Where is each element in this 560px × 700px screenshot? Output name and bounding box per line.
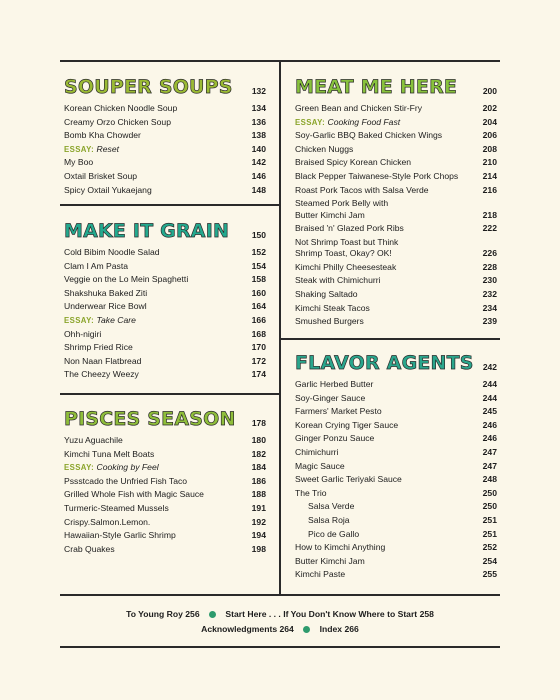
section-header [295, 76, 497, 98]
entry-page-number: 232 [482, 288, 497, 299]
entry-title: Pssstcado the Unfried Fish Taco [64, 475, 188, 486]
entry-page-number: 251 [482, 514, 497, 525]
entry-title-line-1: Not Shrimp Toast but Think [295, 236, 399, 247]
section-title: MEAT ME HERE [295, 76, 458, 98]
toc-entry[interactable] [295, 487, 497, 501]
entry-title: Shaking Saltado [295, 288, 358, 299]
entry-title: Crispy.Salmon.Lemon. [64, 516, 151, 527]
entry-page-number: 152 [251, 247, 266, 257]
entry-page-number: 251 [482, 528, 497, 539]
toc-entry[interactable] [295, 446, 497, 460]
essay-title: Cooking Food Fast [327, 116, 401, 127]
toc-entry[interactable] [295, 302, 497, 316]
section-page-number: 200 [482, 86, 497, 96]
toc-entry[interactable] [295, 514, 497, 528]
toc-entry[interactable] [295, 568, 497, 582]
entry-page-number: 239 [482, 316, 497, 327]
entry-title: Underwear Rice Bowl [64, 301, 147, 312]
toc-entry[interactable] [295, 378, 497, 392]
entry-page-number: 154 [251, 260, 266, 271]
section-souper-soups [64, 76, 266, 197]
entry-title: The Cheezy Weezy [64, 369, 139, 380]
toc-entry[interactable] [64, 170, 266, 184]
entry-page-number: 158 [251, 274, 266, 285]
essay-title: Reset [96, 143, 119, 154]
entry-page-number: 252 [482, 542, 497, 553]
entry-page-number: 244 [482, 379, 497, 389]
toc-entry[interactable] [64, 488, 266, 502]
entry-title-line-1: Steamed Pork Belly with [295, 198, 389, 209]
entry-title: Kimchi Steak Tacos [295, 302, 370, 313]
entry-page-number: 246 [482, 433, 497, 444]
essay-entry[interactable] [64, 143, 266, 157]
toc-entry[interactable] [295, 541, 497, 555]
footer-link-acknowledgments[interactable]: Acknowledgments 264 [201, 624, 294, 634]
toc-entry[interactable] [295, 473, 497, 487]
toc-entry[interactable] [295, 288, 497, 302]
toc-entry[interactable] [64, 102, 266, 116]
toc-entry[interactable] [295, 129, 497, 143]
toc-entry[interactable] [64, 502, 266, 516]
entry-page-number: 188 [251, 489, 266, 500]
entry-title: Braised 'n' Glazed Pork Ribs [295, 223, 404, 234]
section-header [64, 220, 266, 242]
entry-title [295, 116, 400, 130]
entry-title: Black Pepper Taiwanese-Style Pork Chops [295, 170, 459, 181]
essay-label: ESSAY: [64, 463, 95, 473]
bullet-dot-icon [209, 611, 216, 618]
entry-page-number: 172 [251, 355, 266, 366]
entry-page-number: 222 [482, 223, 497, 234]
toc-entry[interactable] [295, 405, 497, 419]
bullet-dot-icon [303, 626, 310, 633]
toc-entry[interactable] [295, 432, 497, 446]
toc-entry[interactable] [64, 341, 266, 355]
entry-page-number: 134 [251, 103, 266, 113]
entry-title: Soy-Garlic BBQ Baked Chicken Wings [295, 130, 443, 141]
entry-title: Chicken Nuggs [295, 143, 354, 154]
toc-entry[interactable] [295, 170, 497, 184]
entry-title: Crab Quakes [64, 543, 115, 554]
entry-page-number: 255 [482, 569, 497, 580]
entry-page-number: 148 [251, 184, 266, 195]
entry-title-line-2: Butter Kimchi Jam [295, 209, 365, 220]
toc-entry[interactable] [295, 102, 497, 116]
section-page-number: 178 [251, 418, 266, 428]
footer-line-2 [60, 622, 500, 637]
toc-entry[interactable] [64, 355, 266, 369]
entry-page-number: 142 [251, 157, 266, 168]
toc-entry[interactable] [64, 543, 266, 557]
entry-title: Farmers' Market Pesto [295, 406, 382, 417]
left-rule-2 [60, 393, 279, 395]
section-pisces-season [64, 408, 266, 556]
section-meat-me-here [295, 76, 497, 329]
entry-page-number: 184 [251, 462, 266, 473]
toc-entry[interactable] [64, 516, 266, 530]
entry-title: Ohh-nigiri [64, 328, 102, 339]
toc-entry[interactable] [295, 555, 497, 569]
entry-page-number: 234 [482, 302, 497, 313]
toc-entry[interactable] [64, 287, 266, 301]
entry-title: Roast Pork Tacos with Salsa Verde [295, 184, 429, 195]
entry-page-number: 180 [251, 435, 266, 445]
section-title: MAKE IT GRAIN [64, 220, 230, 242]
entry-title: Yuzu Aguachile [64, 435, 123, 445]
essay-entry[interactable] [64, 314, 266, 328]
section-flavor-agents [295, 352, 497, 582]
toc-entry[interactable] [64, 368, 266, 382]
toc-entry[interactable] [295, 261, 497, 275]
column-divider [279, 60, 281, 596]
section-header [295, 352, 497, 374]
entry-title: Smushed Burgers [295, 316, 364, 327]
entry-title: Kimchi Tuna Melt Boats [64, 448, 155, 459]
essay-entry[interactable] [64, 461, 266, 475]
entry-title: Steak with Chimichurri [295, 275, 381, 286]
footer-line-1 [60, 607, 500, 622]
section-page-number: 132 [251, 86, 266, 96]
entry-title [295, 237, 398, 260]
toc-entry[interactable] [64, 246, 266, 260]
section-title: FLAVOR AGENTS [295, 352, 474, 374]
entry-page-number: 140 [251, 143, 266, 154]
entry-title: Shakshuka Baked Ziti [64, 287, 148, 298]
entry-page-number: 247 [482, 446, 497, 457]
entry-title: My Boo [64, 157, 94, 168]
entry-title: Chimichurri [295, 446, 339, 457]
toc-entry[interactable] [64, 260, 266, 274]
entry-title [295, 198, 388, 221]
footer-link-start-here[interactable]: Start Here . . . If You Don't Know Where to Start 258 [225, 609, 434, 619]
entry-title: Hawaiian-Style Garlic Shrimp [64, 530, 176, 541]
bottom-rule-1 [60, 594, 500, 596]
entry-page-number: 228 [482, 261, 497, 272]
entry-page-number: 202 [482, 103, 497, 113]
entry-page-number: 247 [482, 460, 497, 471]
entry-title: Non Naan Flatbread [64, 355, 142, 366]
entry-title: Sweet Garlic Teriyaki Sauce [295, 474, 402, 485]
entry-title: Salsa Roja [308, 514, 350, 525]
left-rule-1 [60, 204, 279, 206]
entry-page-number: 218 [482, 209, 497, 220]
entry-title [64, 461, 159, 475]
essay-title: Take Care [96, 314, 136, 325]
entry-title: Grilled Whole Fish with Magic Sauce [64, 489, 204, 500]
entry-page-number: 192 [251, 516, 266, 527]
entry-page-number: 170 [251, 342, 266, 353]
toc-entry[interactable] [295, 143, 497, 157]
entry-title: Kimchi Philly Cheesesteak [295, 261, 397, 272]
entry-page-number: 226 [482, 248, 497, 259]
essay-label: ESSAY: [64, 144, 95, 154]
entry-page-number: 208 [482, 143, 497, 154]
toc-entry[interactable] [295, 315, 497, 329]
entry-page-number: 210 [482, 157, 497, 168]
entry-page-number: 138 [251, 130, 266, 141]
entry-page-number: 186 [251, 475, 266, 486]
entry-title: How to Kimchi Anything [295, 542, 386, 553]
entry-title: Magic Sauce [295, 460, 345, 471]
essay-title: Cooking by Feel [96, 462, 159, 473]
entry-title: Braised Spicy Korean Chicken [295, 157, 412, 168]
entry-title [64, 314, 136, 328]
entry-title: Korean Chicken Noodle Soup [64, 103, 178, 113]
entry-page-number: 166 [251, 314, 266, 325]
toc-entry[interactable] [64, 300, 266, 314]
toc-entry[interactable] [64, 116, 266, 130]
entry-title: Spicy Oxtail Yukaejang [64, 184, 152, 195]
section-page-number: 150 [251, 230, 266, 240]
entry-page-number: 146 [251, 170, 266, 181]
toc-entry[interactable] [64, 184, 266, 198]
footer-link-to-young-roy[interactable]: To Young Roy 256 [126, 609, 200, 619]
entry-title: Garlic Herbed Butter [295, 379, 374, 389]
section-header [64, 76, 266, 98]
entry-page-number: 244 [482, 392, 497, 403]
entry-title: Bomb Kha Chowder [64, 130, 141, 141]
footer-link-index[interactable]: Index 266 [319, 624, 359, 634]
toc-entry[interactable] [295, 528, 497, 542]
entry-page-number: 164 [251, 301, 266, 312]
entry-title: Pico de Gallo [308, 528, 360, 539]
entry-title-line-2: Shrimp Toast, Okay? OK! [295, 248, 392, 259]
toc-entry[interactable] [295, 197, 497, 222]
entry-title: Korean Crying Tiger Sauce [295, 419, 399, 430]
entry-title: Salsa Verde [308, 501, 355, 512]
entry-page-number: 246 [482, 419, 497, 430]
toc-entry[interactable] [295, 222, 497, 236]
toc-entry[interactable] [64, 156, 266, 170]
entry-title: Oxtail Brisket Soup [64, 170, 138, 181]
toc-entry[interactable] [295, 419, 497, 433]
toc-entry[interactable] [64, 448, 266, 462]
entry-page-number: 198 [251, 543, 266, 554]
section-page-number: 242 [482, 362, 497, 372]
entry-page-number: 206 [482, 130, 497, 141]
entry-page-number: 168 [251, 328, 266, 339]
bottom-rule-2 [60, 646, 500, 648]
entry-page-number: 216 [482, 184, 497, 195]
entry-title: Shrimp Fried Rice [64, 342, 133, 353]
entry-page-number: 204 [482, 116, 497, 127]
toc-entry[interactable] [295, 392, 497, 406]
entry-page-number: 250 [482, 501, 497, 512]
section-header [64, 408, 266, 430]
toc-entry[interactable] [295, 236, 497, 261]
entry-page-number: 250 [482, 487, 497, 498]
entry-page-number: 191 [251, 502, 266, 513]
entry-page-number: 214 [482, 170, 497, 181]
entry-page-number: 230 [482, 275, 497, 286]
toc-entry[interactable] [64, 475, 266, 489]
entry-title: Cold Bibim Noodle Salad [64, 247, 160, 257]
entry-title: Ginger Ponzu Sauce [295, 433, 375, 444]
toc-entry[interactable] [64, 434, 266, 448]
entry-title: Clam I Am Pasta [64, 260, 128, 271]
entry-title: Creamy Orzo Chicken Soup [64, 116, 171, 127]
entry-title: Soy-Ginger Sauce [295, 392, 366, 403]
entry-title: Butter Kimchi Jam [295, 555, 365, 566]
section-title: PISCES SEASON [64, 408, 236, 430]
entry-page-number: 160 [251, 287, 266, 298]
entry-title [64, 143, 119, 157]
entry-title: Veggie on the Lo Mein Spaghetti [64, 274, 189, 285]
essay-label: ESSAY: [295, 117, 326, 127]
toc-entry[interactable] [64, 273, 266, 287]
entry-page-number: 245 [482, 406, 497, 417]
toc-entry[interactable] [295, 500, 497, 514]
section-make-it-grain [64, 220, 266, 382]
entry-title: Green Bean and Chicken Stir-Fry [295, 103, 423, 113]
section-title: SOUPER SOUPS [64, 76, 233, 98]
essay-entry[interactable] [295, 116, 497, 130]
entry-page-number: 182 [251, 448, 266, 459]
entry-page-number: 194 [251, 530, 266, 541]
entry-title: The Trio [295, 487, 327, 498]
toc-entry[interactable] [295, 274, 497, 288]
entry-page-number: 136 [251, 116, 266, 127]
toc-entry[interactable] [295, 156, 497, 170]
toc-entry[interactable] [64, 328, 266, 342]
essay-label: ESSAY: [64, 315, 95, 325]
right-rule-1 [281, 338, 500, 340]
toc-entry[interactable] [64, 529, 266, 543]
toc-entry[interactable] [295, 460, 497, 474]
entry-page-number: 254 [482, 555, 497, 566]
entry-page-number: 174 [251, 369, 266, 380]
toc-entry[interactable] [295, 184, 497, 198]
entry-page-number: 248 [482, 474, 497, 485]
toc-entry[interactable] [64, 129, 266, 143]
entry-title: Kimchi Paste [295, 569, 346, 580]
entry-title: Turmeric-Steamed Mussels [64, 502, 169, 513]
